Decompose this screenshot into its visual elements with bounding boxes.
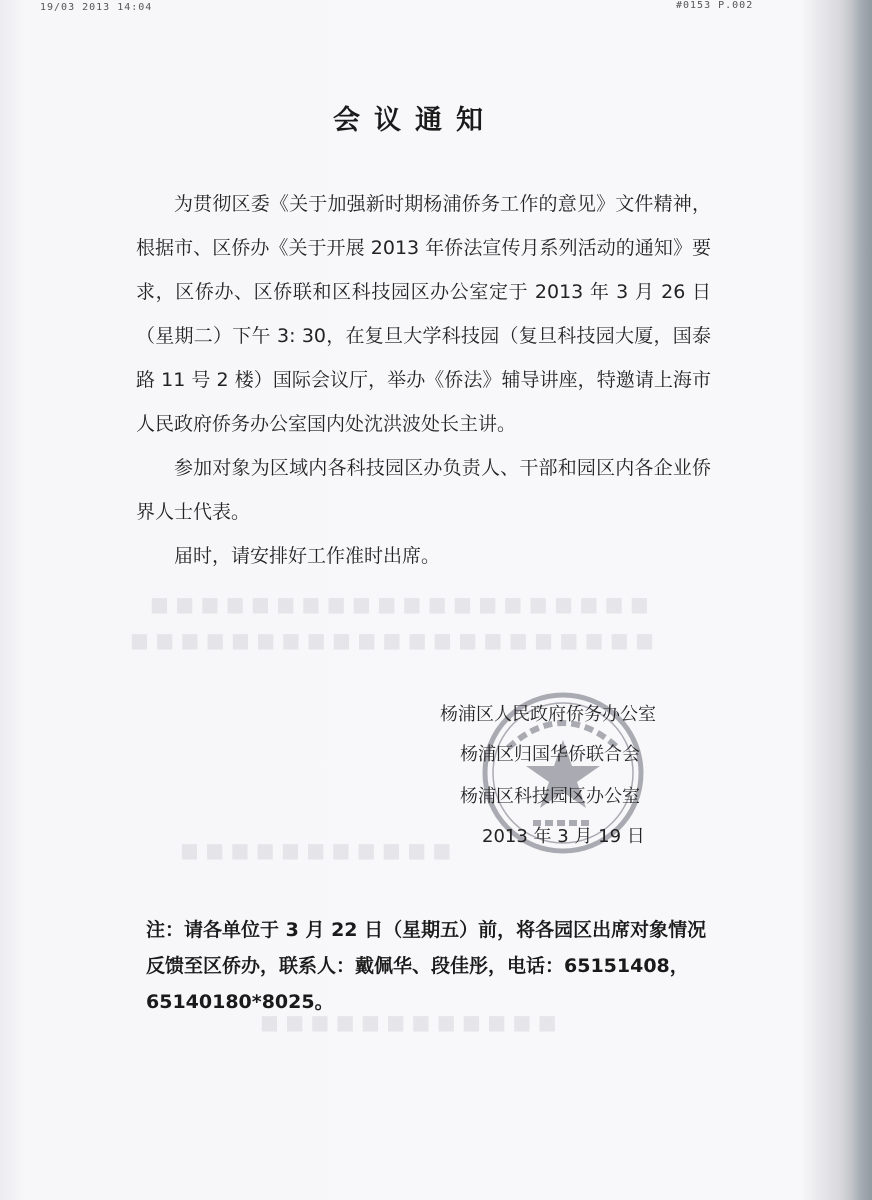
scan-edge-shadow	[852, 0, 872, 1200]
signature-org-overseas-chinese-office: 杨浦区人民政府侨务办公室	[440, 704, 656, 725]
bleed-through-text: ■ ■ ■ ■ ■ ■ ■ ■ ■ ■ ■	[180, 838, 452, 862]
note-text: 注：请各单位于 3 月 22 日（星期五）前，将各园区出席对象情况反馈至区侨办，联系人：戴佩华、段佳彤，电话：65151408，65140180*8025。	[146, 919, 707, 1013]
paragraph-main: 为贯彻区委《关于加强新时期杨浦侨务工作的意见》文件精神，根据市、区侨办《关于开展 2013 年侨法宣传月系列活动的通知》要求，区侨办、区侨联和区科技园区办公室定于 2013 年 3 月 26 日（星期二）下午 3: 30，在复旦大学科技园（复旦科技园大厦，国泰路 11 号 2 楼）国际会议厅，举办《侨法》辅导讲座，特邀请上海市人民政府侨务办公室国内处沈洪波处长主讲。	[136, 193, 711, 435]
fax-header	[0, 0, 872, 16]
document-title: 会议通知	[333, 105, 497, 136]
fax-page-info: #0153 P.002	[676, 0, 754, 11]
paragraph-closing: 届时，请安排好工作准时出席。	[174, 545, 441, 567]
notice-body	[136, 182, 711, 578]
bleed-through-text: ■ ■ ■ ■ ■ ■ ■ ■ ■ ■ ■ ■ ■ ■ ■ ■ ■ ■ ■ ■	[150, 592, 649, 616]
bleed-through-text: ■ ■ ■ ■ ■ ■ ■ ■ ■ ■ ■ ■	[260, 1010, 557, 1034]
fax-date-time: 19/03 2013 14:04	[40, 2, 153, 13]
paragraph-participants: 参加对象为区域内各科技园区办负责人、干部和园区内各企业侨界人士代表。	[136, 457, 711, 523]
signature-org-tech-park-office: 杨浦区科技园区办公室	[460, 786, 640, 807]
signature-date: 2013 年 3 月 19 日	[482, 826, 645, 847]
contact-note	[146, 912, 716, 1020]
signature-org-federation: 杨浦区归国华侨联合会	[460, 744, 640, 765]
bleed-through-text: ■ ■ ■ ■ ■ ■ ■ ■ ■ ■ ■ ■ ■ ■ ■ ■ ■ ■ ■ ■ ■	[130, 628, 654, 652]
